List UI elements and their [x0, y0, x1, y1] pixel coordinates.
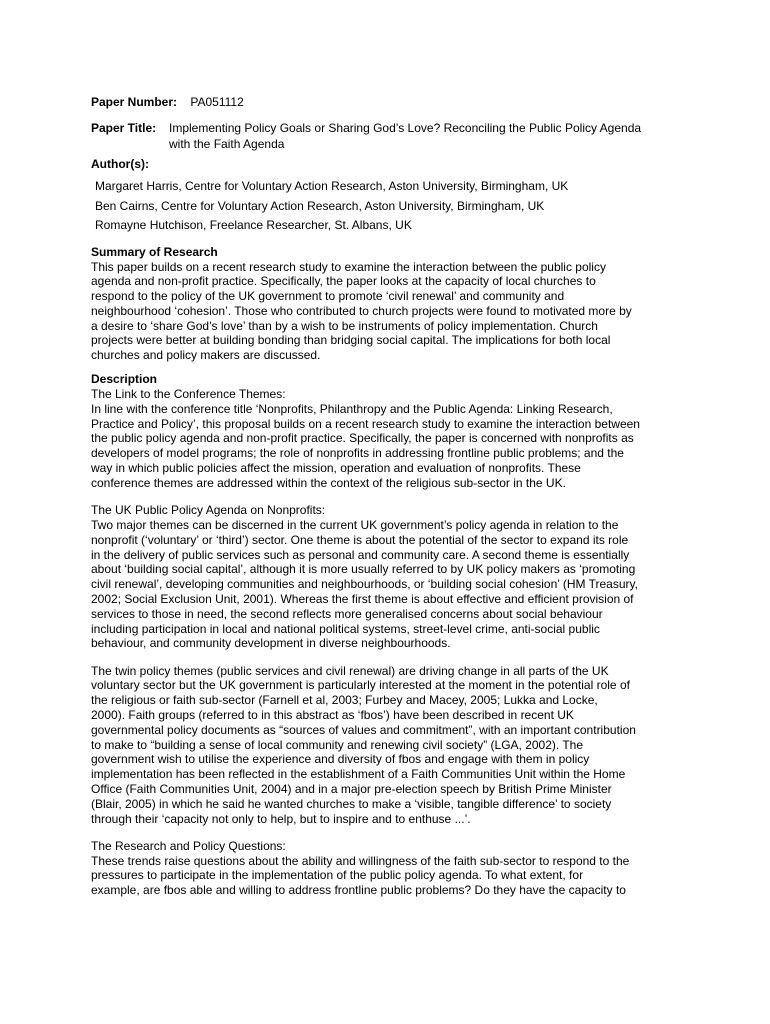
paragraph-gap	[91, 491, 681, 504]
text-line: way in which public policies affect the mission, operation and evaluation of nonprofits. These	[91, 461, 581, 476]
description-paragraph	[91, 387, 681, 491]
text-line: 2002; Social Exclusion Unit, 2001). Whereas the first theme is about effective and efficient provision of	[91, 591, 634, 606]
text-line: neighbourhood ‘cohesion’. Those who contributed to church projects were found to motivated more by	[91, 303, 632, 318]
paper-number-value: PA051112	[190, 95, 244, 109]
text-line: in the delivery of public services such as personal and community care. A second theme is essentially	[91, 547, 630, 562]
text-line: civil renewal’, developing communities and neighbourhoods, or ‘building social cohesion’ (HM Treasury,	[91, 577, 638, 592]
text-line: government wish to utilise the experience and diversity of fbos and engage with them in policy	[91, 752, 590, 767]
text-line: churches and policy makers are discussed.	[91, 348, 321, 363]
description-paragraph	[91, 664, 681, 827]
text-line: to make to “building a sense of local community and renewing civil society” (LGA, 2002). The	[91, 737, 584, 752]
paper-title-line: Implementing Policy Goals or Sharing God’s Love? Reconciling the Public Policy Agenda	[169, 121, 642, 135]
text-line: services to those in need, the second reflects more generalised concerns about social behaviour	[91, 606, 603, 621]
text-line: (Blair, 2005) in which he said he wanted churches to make a ‘visible, tangible difference’ to society	[91, 796, 612, 811]
text-line: conference themes are addressed within the context of the religious sub-sector in the UK.	[91, 475, 566, 490]
paper-number-label: Paper Number:	[91, 95, 178, 109]
text-line: behaviour, and community development in diverse neighbourhoods.	[91, 636, 451, 651]
text-line: a desire to ‘share God’s love’ than by a wish to be instruments of policy implementation. Church	[91, 318, 598, 333]
text-line: about ‘building social capital’, although it is more usually referred to by UK policy makers as ‘promoting	[91, 562, 636, 577]
text-line: implementation has been reflected in the establishment of a Faith Communities Unit within the Home	[91, 767, 626, 782]
document-page	[91, 95, 681, 898]
authors-heading: Author(s):	[91, 157, 149, 171]
summary-heading: Summary of Research	[91, 244, 218, 259]
author-item: Ben Cairns, Centre for Voluntary Action Research, Aston University, Birmingham, UK	[95, 198, 545, 213]
text-line: the public policy agenda and non-profit practice. Specifically, the paper is concerned with nonprofits as	[91, 431, 634, 446]
paragraph-gap	[91, 826, 681, 839]
text-line: governmental policy documents as “sources of values and commitment”, with an important contribution	[91, 722, 636, 737]
text-line: This paper builds on a recent research study to examine the interaction between the public policy	[91, 259, 606, 274]
text-line: The Link to the Conference Themes:	[91, 387, 286, 402]
text-line: projects were better at building bonding than bridging social capital. The implications for both local	[91, 333, 611, 348]
text-line: through their ‘capacity not only to help, but to inspire and to enthuse ...’.	[91, 811, 471, 826]
text-line: respond to the policy of the UK government to promote ‘civil renewal’ and community and	[91, 289, 565, 304]
author-item: Margaret Harris, Centre for Voluntary Action Research, Aston University, Birmingham, UK	[95, 179, 569, 193]
text-line: These trends raise questions about the ability and willingness of the faith sub-sector to respond to the	[91, 853, 630, 868]
text-line: example, are fbos able and willing to address frontline public problems? Do they have the capacity to	[91, 883, 626, 898]
author-list	[91, 177, 681, 236]
text-line: nonprofit (‘voluntary’ or ‘third’) sector. One theme is about the potential of the sector to expand its role	[91, 532, 629, 547]
paper-title-line: with the Faith Agenda	[169, 136, 285, 151]
summary-text	[91, 260, 681, 364]
text-line: The twin policy themes (public services and civil renewal) are driving change in all parts of the UK	[91, 663, 609, 678]
text-line: Two major themes can be discerned in the current UK government’s policy agenda in relation to the	[91, 517, 619, 532]
description-text	[91, 387, 681, 898]
author-item: Romayne Hutchison, Freelance Researcher, St. Albans, UK	[95, 218, 412, 232]
text-line: In line with the conference title ‘Nonprofits, Philanthropy and the Public Agenda: Linking Research,	[91, 401, 613, 416]
paper-number	[91, 95, 681, 109]
text-line: The UK Public Policy Agenda on Nonprofits:	[91, 503, 326, 518]
text-line: Practice and Policy’, this proposal builds on a recent research study to examine the interaction between	[91, 416, 640, 431]
text-line: the religious or faith sub-sector (Farnell et al, 2003; Furbey and Macey, 2005; Lukka and Locke,	[91, 693, 598, 708]
text-line: pressures to participate in the implementation of the public policy agenda. To what extent, for	[91, 868, 584, 883]
description-heading: Description	[91, 372, 158, 387]
text-line: agenda and non-profit practice. Specifically, the paper looks at the capacity of local churches to	[91, 274, 596, 289]
text-line: including participation in local and national political systems, street-level crime, anti-social public	[91, 621, 600, 636]
paper-title-label: Paper Title:	[91, 121, 157, 135]
paper-title-text	[169, 121, 641, 152]
text-line: The Research and Policy Questions:	[91, 838, 286, 853]
paper-title	[91, 121, 681, 152]
text-line: 2000). Faith groups (referred to in this abstract as ‘fbos’) have been described in recent UK	[91, 708, 574, 723]
description-paragraph	[91, 839, 681, 898]
text-line: voluntary sector but the UK government is particularly interested at the moment in the potential role of	[91, 678, 630, 693]
text-line: developers of model programs; the role of nonprofits in addressing frontline public problems; and the	[91, 446, 624, 461]
paragraph-gap	[91, 651, 681, 664]
text-line: Office (Faith Communities Unit, 2004) and in a major pre-election speech by British Prime Minister	[91, 782, 612, 796]
description-paragraph	[91, 503, 681, 651]
